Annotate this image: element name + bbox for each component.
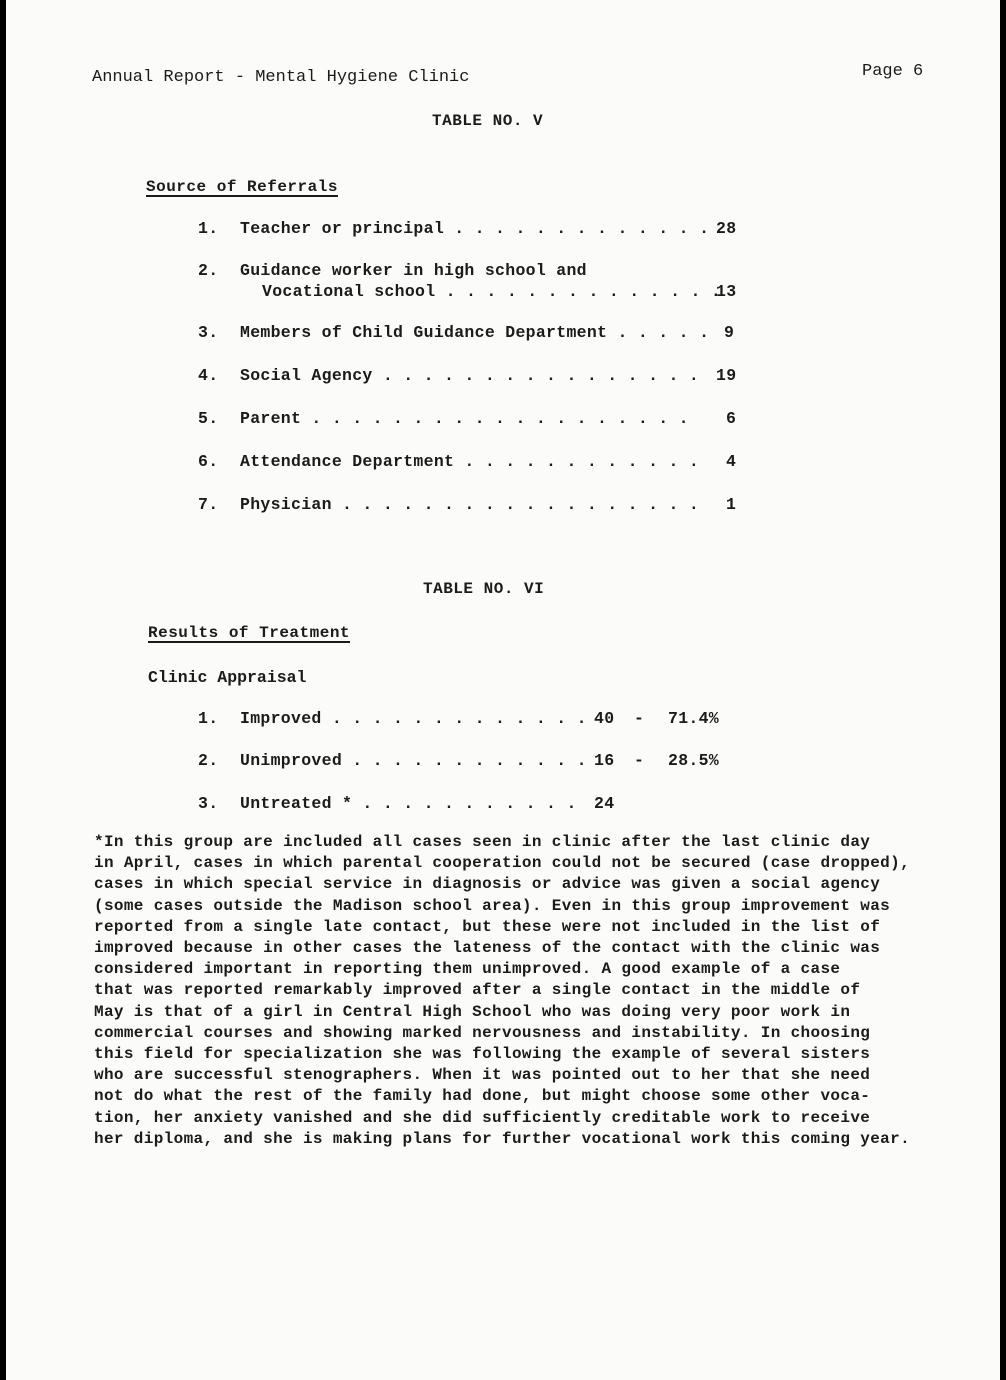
results-of-treatment-heading: Results of Treatment (148, 624, 351, 642)
item-dash: - (634, 709, 645, 728)
item-label: Untreated * . . . . . . . . . . . (240, 794, 577, 813)
item-label: Unimproved . . . . . . . . . . . . (240, 751, 587, 770)
item-number: 5. (198, 409, 219, 428)
item-number: 2. (198, 261, 219, 280)
footnote-line: that was reported remarkably improved after a single contact in the middle of (94, 981, 861, 1000)
item-number: 6. (198, 452, 219, 471)
footnote-line: tion, her anxiety vanished and she did sufficiently creditable work to receive (94, 1108, 871, 1127)
source-of-referrals-heading: Source of Referrals (146, 178, 338, 196)
item-label: Members of Child Guidance Department . . . . . (240, 323, 710, 342)
item-number: 2. (198, 751, 219, 770)
footnote-line: who are successful stenographers. When it was pointed out to her that she need (94, 1066, 871, 1085)
footnote-paragraph (94, 832, 974, 1150)
document-page (6, 0, 1000, 1380)
item-value: 4 (726, 452, 737, 471)
footnote-line: her diploma, and she is making plans for further vocational work this coming year. (94, 1129, 911, 1148)
item-percent: 28.5% (668, 751, 720, 770)
item-number: 3. (198, 323, 219, 342)
table-vi-title: TABLE NO. VI (423, 580, 545, 598)
footnote-line: (some cases outside the Madison school area). Even in this group improvement was (94, 896, 891, 915)
footnote-line: this field for specialization she was following the example of several sisters (94, 1045, 871, 1064)
table-v-title: TABLE NO. V (432, 112, 544, 130)
footnote-line: *In this group are included all cases seen in clinic after the last clinic day (94, 833, 871, 851)
item-label: Attendance Department . . . . . . . . . . . . (240, 452, 700, 471)
clinic-appraisal-subheading: Clinic Appraisal (148, 668, 307, 687)
item-label: Social Agency . . . . . . . . . . . . . . . . (240, 366, 700, 385)
item-label: Parent . . . . . . . . . . . . . . . . . . . (240, 409, 689, 428)
item-label: Physician . . . . . . . . . . . . . . . . . . (240, 495, 700, 514)
item-number: 4. (198, 366, 219, 385)
item-value: 13 (716, 282, 737, 301)
footnote-line: May is that of a girl in Central High School who was doing very poor work in (94, 1002, 851, 1021)
footnote-line: in April, cases in which parental cooperation could not be secured (case dropped), (94, 854, 911, 873)
footnote-line: improved because in other cases the lateness of the contact with the clinic was (94, 939, 881, 958)
footnote-line: cases in which special service in diagnosis or advice was given a social agency (94, 875, 881, 894)
page-number: Page 6 (862, 62, 924, 81)
footnote-line: commercial courses and showing marked nervousness and instability. In choosing (94, 1023, 871, 1042)
item-count: 16 (594, 751, 615, 770)
footnote-line: not do what the rest of the family had done, but might choose some other voca- (94, 1087, 871, 1106)
item-value: 1 (726, 495, 737, 514)
item-label: Guidance worker in high school and (240, 261, 587, 280)
footnote-line: reported from a single late contact, but these were not included in the list of (94, 917, 881, 936)
item-count: 24 (594, 794, 615, 813)
item-dash: - (634, 751, 645, 770)
item-label: Improved . . . . . . . . . . . . . (240, 709, 587, 728)
item-value: 19 (716, 366, 737, 385)
footnote-line: considered important in reporting them unimproved. A good example of a case (94, 960, 841, 979)
item-value: 6 (726, 409, 737, 428)
item-number: 1. (198, 219, 219, 238)
report-header: Annual Report - Mental Hygiene Clinic (92, 68, 470, 87)
item-value: 9 (724, 323, 735, 342)
item-value: 28 (716, 219, 737, 238)
item-label-line2: Vocational school . . . . . . . . . . . . . . (262, 282, 722, 301)
item-count: 40 (594, 709, 615, 728)
item-label: Teacher or principal . . . . . . . . . . . . . (240, 219, 710, 238)
item-number: 7. (198, 495, 219, 514)
item-number: 3. (198, 794, 219, 813)
item-percent: 71.4% (668, 709, 720, 728)
item-number: 1. (198, 709, 219, 728)
